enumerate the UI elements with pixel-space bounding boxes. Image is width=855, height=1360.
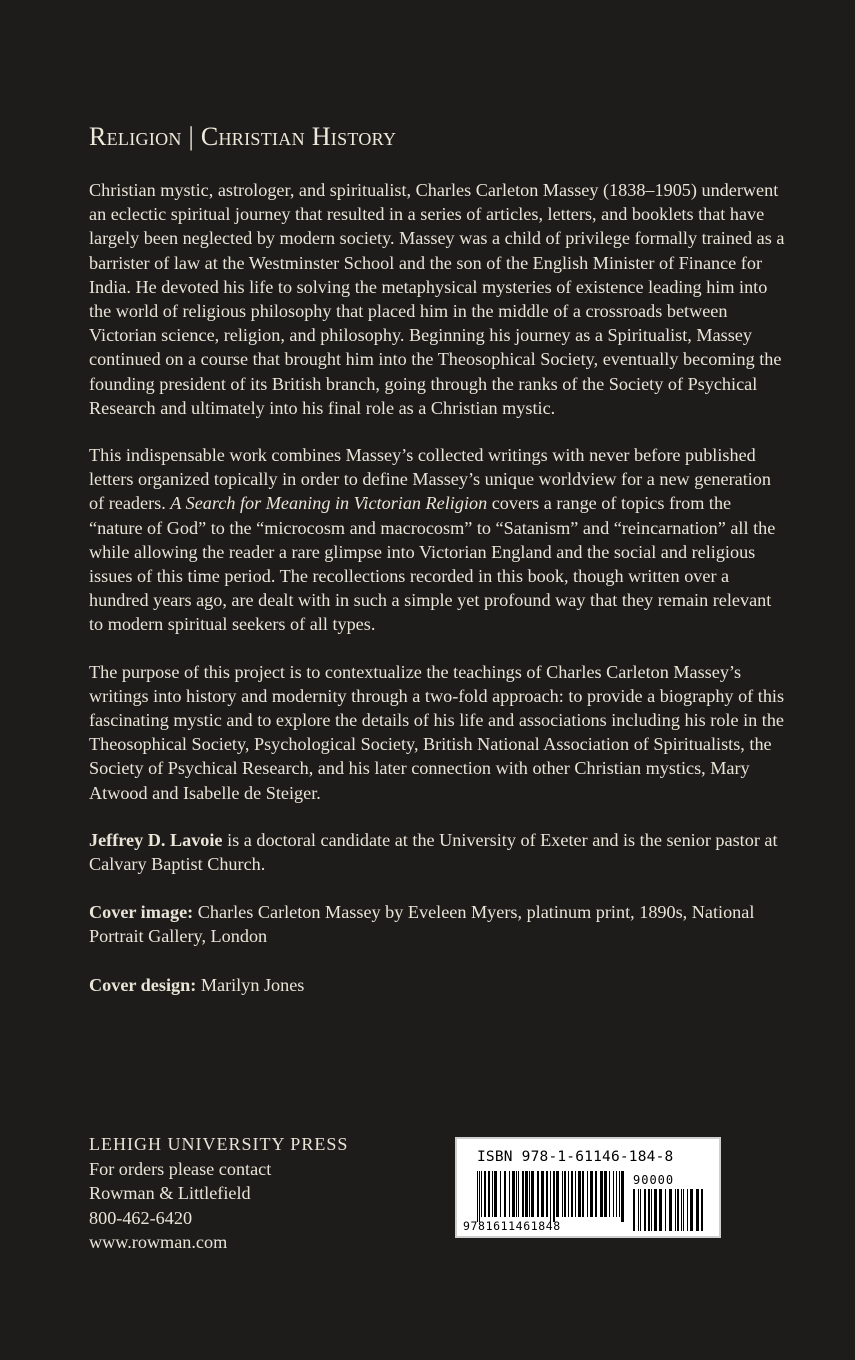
barcode-bar bbox=[529, 1171, 530, 1217]
barcode-bar bbox=[479, 1171, 480, 1222]
isbn-barcode bbox=[455, 1137, 721, 1238]
barcode-bar bbox=[525, 1171, 528, 1217]
barcode-bar bbox=[644, 1189, 646, 1231]
barcode-bar bbox=[546, 1171, 548, 1217]
barcode-bar bbox=[683, 1189, 684, 1231]
isbn-label: ISBN 978-1-61146-184-8 bbox=[477, 1149, 674, 1165]
ean-digits: 9781611461848 bbox=[463, 1219, 561, 1233]
barcode-bar bbox=[488, 1171, 490, 1217]
barcode-bar bbox=[621, 1171, 624, 1222]
barcode-bar bbox=[477, 1171, 478, 1222]
cover-design-credit bbox=[89, 973, 789, 997]
barcode-bar bbox=[484, 1171, 486, 1217]
author-name: Jeffrey D. Lavoie bbox=[89, 829, 223, 850]
barcode-bar bbox=[669, 1189, 672, 1231]
category-primary: Religion bbox=[89, 122, 182, 151]
description-paragraph-1: Christian mystic, astrologer, and spiritualist, Charles Carleton Massey (1838–1905) underwent an eclectic spiritual journey that resulted in a series of articles, letters, and booklets that have largely been neglected by modern society. Massey was a child of privilege formally trained as a barrister of law at the Westminster School and the son of the English Minister of Finance for India. He devoted his life to solving the metaphysical mysteries of existence leading him into the world of religious philosophy that placed him in the middle of a crossroads between Victorian science, religion, and philosophy. Beginning his journey as a Spiritualist, Massey continued on a course that brought him into the Theosophical Society, eventually becoming the founding president of its British branch, going through the ranks of the Society of Psychical Research and ultimately into his final role as a Christian mystic. bbox=[89, 180, 785, 418]
barcode-bar bbox=[481, 1171, 482, 1217]
website: www.rowman.com bbox=[89, 1232, 228, 1252]
publisher-block bbox=[89, 1132, 348, 1255]
barcode-bar bbox=[696, 1189, 699, 1231]
author-bio bbox=[89, 828, 789, 876]
category-secondary: Christian History bbox=[200, 122, 397, 151]
barcode-bar bbox=[609, 1171, 610, 1217]
cover-image-credit bbox=[89, 900, 789, 948]
barcode-bar bbox=[509, 1171, 510, 1217]
barcode-bar bbox=[604, 1171, 607, 1217]
paragraph-2-intro: This indispensable work combines Massey’s collected writings with never before published letters organized topically in order to define Massey’s unique worldview for a new generation of readers. bbox=[89, 445, 771, 514]
description bbox=[89, 178, 789, 1020]
barcode-bar bbox=[494, 1171, 497, 1217]
cover-image-text: Charles Carleton Massey by Eveleen Myers, platinum print, 1890s, National Portrait Gallery, London bbox=[89, 902, 755, 947]
barcode-bar bbox=[553, 1171, 555, 1222]
barcode-bar bbox=[595, 1171, 597, 1217]
barcode-bar bbox=[492, 1171, 493, 1217]
barcode-bar bbox=[500, 1171, 501, 1217]
barcode-bar bbox=[640, 1189, 641, 1231]
barcode-bar bbox=[518, 1171, 519, 1217]
barcode-bar bbox=[638, 1189, 639, 1231]
barcode-bar bbox=[590, 1171, 593, 1217]
barcode-bar bbox=[571, 1171, 573, 1217]
cover-design-label: Cover design: bbox=[89, 974, 197, 995]
cover-design-text: Marilyn Jones bbox=[196, 974, 305, 995]
barcode-bar bbox=[665, 1189, 666, 1231]
barcode-bar bbox=[616, 1171, 617, 1217]
barcode-bar bbox=[578, 1171, 581, 1217]
description-paragraph-2 bbox=[89, 443, 789, 637]
barcode-bar bbox=[568, 1171, 569, 1217]
barcode-bar bbox=[677, 1189, 679, 1231]
phone-number: 800-462-6420 bbox=[89, 1207, 193, 1228]
category-heading bbox=[89, 122, 396, 152]
book-title: A Search for Meaning in Victorian Religion bbox=[170, 493, 488, 514]
barcode-bar bbox=[654, 1189, 657, 1231]
barcode-bar bbox=[587, 1171, 588, 1217]
barcode-bar bbox=[633, 1189, 635, 1231]
barcode-bar bbox=[556, 1171, 559, 1217]
distributor-name: Rowman & Littlefield bbox=[89, 1183, 251, 1203]
barcode-bar bbox=[681, 1189, 682, 1231]
barcode-bar bbox=[541, 1171, 544, 1217]
barcode-bar bbox=[562, 1171, 563, 1217]
barcode-bar bbox=[516, 1171, 517, 1217]
barcode-bar bbox=[701, 1189, 703, 1231]
barcode-bar bbox=[600, 1171, 603, 1217]
category-separator: | bbox=[188, 122, 195, 151]
barcode-bar bbox=[619, 1171, 620, 1217]
paragraph-2-rest: covers a range of topics from the “nature of God” to the “microcosm and macrocosm” to “Satanism” and “reincarnation” all the while allowing the reader a rare glimpse into Victorian England and the social and religious issues of this time period. The recollections recorded in this book, though written over a hundred years ago, are dealt with in such a simple yet profound way that they remain relevant to modern spiritual seekers of all types. bbox=[89, 493, 776, 635]
barcode-bar bbox=[504, 1171, 506, 1217]
barcode-bar bbox=[648, 1189, 650, 1231]
barcode-bar bbox=[690, 1189, 693, 1231]
description-paragraph-3: The purpose of this project is to contextualize the teachings of Charles Carleton Massey’s writings into history and modernity through a two-fold approach: to provide a biography of this fascinating mystic and to explore the details of his life and associations including his role in the Theosophical Society, Psychological Society, British National Association of Spiritualists, the Society of Psychical Research, and his later connection with other Christian mystics, Mary Atwood and Isabelle de Steiger. bbox=[89, 661, 785, 803]
barcode-bar bbox=[659, 1189, 662, 1231]
barcode-bar bbox=[550, 1171, 551, 1222]
barcode-bar bbox=[537, 1171, 539, 1217]
barcode-bar bbox=[531, 1171, 534, 1217]
publisher-name: LEHIGH UNIVERSITY PRESS bbox=[89, 1134, 349, 1154]
barcode-bar bbox=[522, 1171, 524, 1217]
barcode-bar bbox=[675, 1189, 676, 1231]
barcode-bar bbox=[687, 1189, 688, 1231]
barcode-bar bbox=[564, 1171, 566, 1217]
orders-line: For orders please contact bbox=[89, 1158, 272, 1179]
author-bio-text: is a doctoral candidate at the University of Exeter and is the senior pastor at Calvary Baptist Church. bbox=[89, 829, 778, 875]
barcode-bar bbox=[582, 1171, 584, 1217]
barcode-bar bbox=[575, 1171, 576, 1217]
price-addon-digits: 90000 bbox=[633, 1173, 675, 1187]
barcode-bar bbox=[651, 1189, 652, 1231]
barcode-bar bbox=[512, 1171, 515, 1217]
barcode-bar bbox=[613, 1171, 614, 1217]
cover-image-label: Cover image: bbox=[89, 902, 194, 923]
